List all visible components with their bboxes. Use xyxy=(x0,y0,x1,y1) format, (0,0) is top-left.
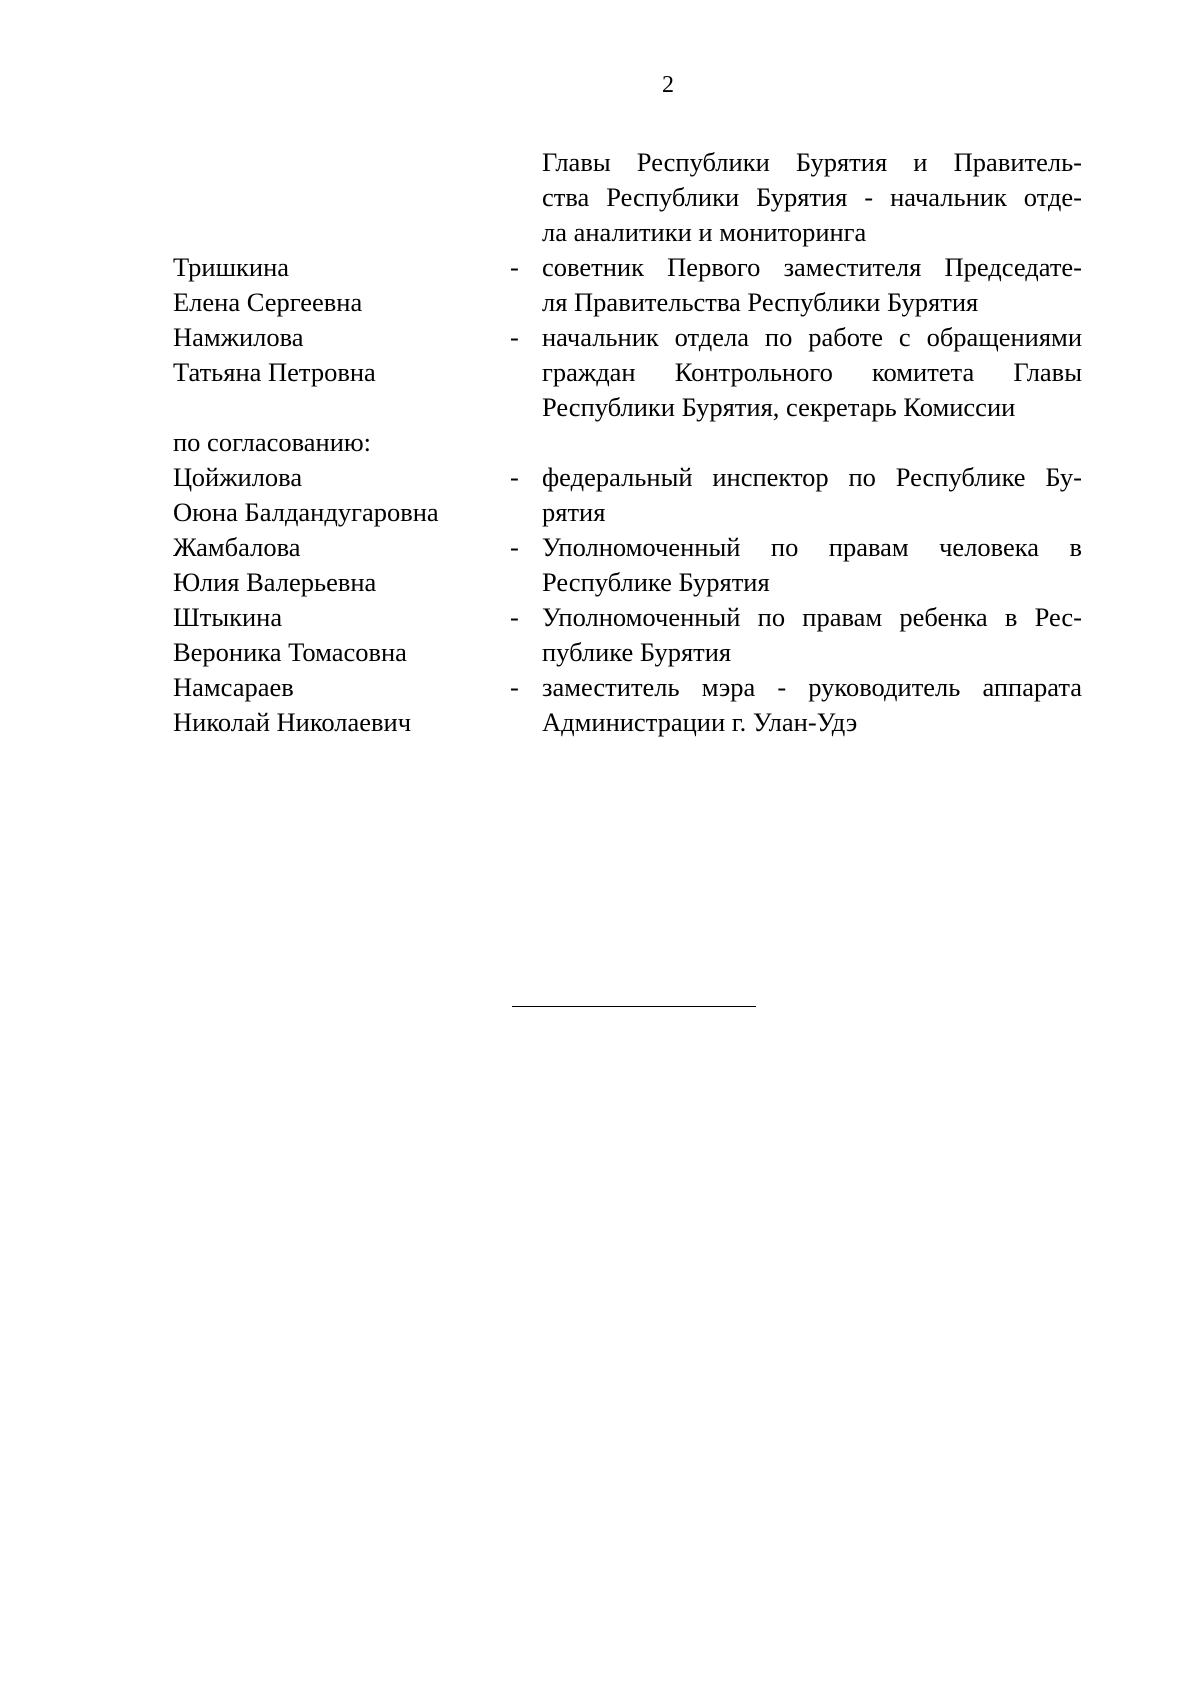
intro-line: ства Республики Бурятия - начальник отде- xyxy=(542,182,1082,212)
member-given-name: Николай Николаевич xyxy=(173,707,412,737)
member-description-line: Республике Бурятия xyxy=(542,567,770,597)
closing-rule xyxy=(512,1006,756,1007)
member-dash: - xyxy=(510,672,519,702)
member-given-name: Оюна Балдандугаровна xyxy=(173,497,439,527)
member-description-line: Администрации г. Улан-Удэ xyxy=(542,707,858,737)
member-given-name: Елена Сергеевна xyxy=(173,287,363,317)
member-surname: Штыкина xyxy=(173,602,283,632)
member-dash: - xyxy=(510,602,519,632)
member-dash: - xyxy=(510,322,519,352)
member-description-line: ля Правительства Республики Бурятия xyxy=(542,287,979,317)
member-description-line: начальник отдела по работе с обращениями xyxy=(542,322,1082,352)
member-given-name: Юлия Валерьевна xyxy=(173,567,377,597)
member-dash: - xyxy=(510,252,519,282)
member-description-line: Уполномоченный по правам человека в xyxy=(542,532,1082,562)
member-surname: Намжилова xyxy=(173,322,304,352)
member-given-name: Вероника Томасовна xyxy=(173,637,407,667)
member-description-line: заместитель мэра - руководитель аппарата xyxy=(542,672,1082,702)
member-surname: Тришкина xyxy=(173,252,290,282)
page-number: 2 xyxy=(662,72,674,98)
member-dash: - xyxy=(510,532,519,562)
intro-line: Главы Республики Бурятия и Правитель- xyxy=(542,147,1082,177)
member-surname: Жамбалова xyxy=(173,532,301,562)
member-description-line: Уполномоченный по правам ребенка в Рес- xyxy=(542,602,1082,632)
member-given-name: Татьяна Петровна xyxy=(173,357,376,387)
member-description-line: федеральный инспектор по Республике Бу- xyxy=(542,462,1082,492)
member-description-line: рятия xyxy=(542,497,606,527)
member-description-line: советник Первого заместителя Председате- xyxy=(542,252,1082,282)
member-surname: Намсараев xyxy=(173,672,294,702)
member-description-line: публике Бурятия xyxy=(542,637,732,667)
intro-line: ла аналитики и мониторинга xyxy=(542,217,867,247)
member-surname: Цойжилова xyxy=(173,462,303,492)
member-description-line: Республики Бурятия, секретарь Комиссии xyxy=(542,392,1016,422)
section-label: по согласованию: xyxy=(173,427,372,457)
member-dash: - xyxy=(510,462,519,492)
member-description-line: граждан Контрольного комитета Главы xyxy=(542,357,1082,387)
